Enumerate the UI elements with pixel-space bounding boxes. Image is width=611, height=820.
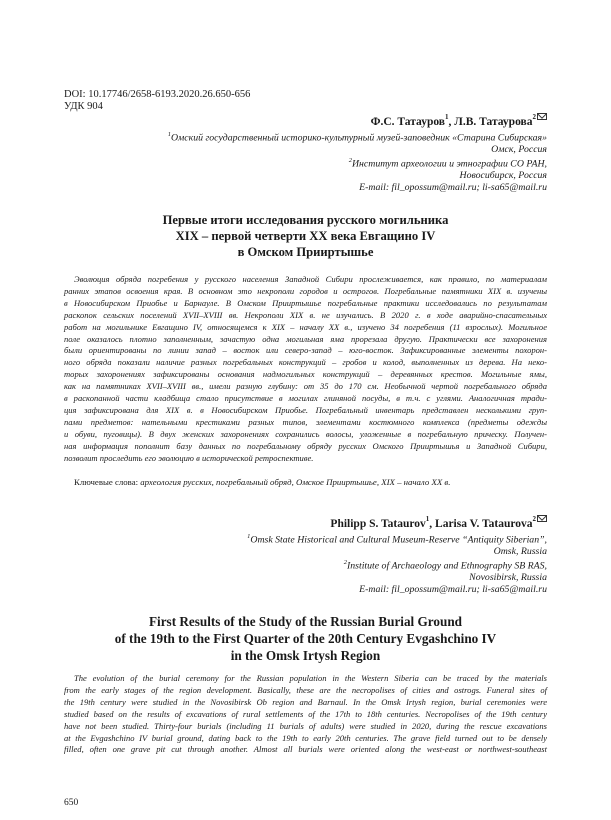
author-1-ru: Ф.С. Татауров xyxy=(370,115,446,128)
abstract-ru-line: ного обряда показали наличие разных погребальных конструкций – гробов и колод, выполненных из дерева. На неко- xyxy=(64,357,547,368)
abstract-en-line: The evolution of the burial ceremony for the Russian population in the Western Siberia can be traced by the materials xyxy=(74,673,547,683)
affiliation-en-sup-2: 2 xyxy=(343,559,347,567)
page-number: 650 xyxy=(64,798,79,808)
affiliation-ru-line-2: Омск, Россия xyxy=(491,143,547,155)
email-en[interactable]: E-mail: fil_opossum@mail.ru; li-sa65@mail.ru xyxy=(359,583,547,595)
author-separator-ru: , xyxy=(448,115,455,128)
abstract-en-line: from the early stages of the region development. Basically, these are the necropolises of cities and ostrogs. Funeral sites of xyxy=(64,684,547,695)
abstract-ru-line: позволит проследить его эволюцию в исторической ретроспективе. xyxy=(64,452,314,463)
keywords-ru xyxy=(74,476,450,488)
affiliation-ru-sup-2: 2 xyxy=(348,157,352,165)
affiliation-ru-line-3 xyxy=(168,155,547,170)
author-separator-en: , xyxy=(429,517,436,530)
abstract-ru-line: Эволюция обряда погребения у русского населения Западной Сибири прослеживается, как правило, по материалам xyxy=(74,274,547,284)
abstract-ru-line: в Новосибирском Приобье и Барнауле. В Омском Прииртышье погребальные практики исследовались по результатам xyxy=(64,297,547,308)
abstract-ru-line: поле оказалось плотно заполненным, зачастую одна могильная яма прорезала другую. Практически все захоронения xyxy=(64,333,547,344)
abstract-ru-line: раскопок сельских поселений XVII–XVIII вв. Некрополи XIX в. не изучались. В 2020 г. в ходе аварийно-спасательных xyxy=(64,309,547,320)
author-2-en: Larisa V. Tataurova xyxy=(435,517,533,530)
abstract-en-line: filled, often one grave pit cut through another. Almost all burials were oriented along the west-east or northwest-southeast xyxy=(64,744,547,755)
keywords-label: Ключевые слова: xyxy=(74,477,139,487)
title-en xyxy=(60,613,551,664)
affiliation-ru-line-1 xyxy=(168,129,547,144)
abstract-en-line: the 19th century were studied in the Novosibirsk Ob region and Barnaul. In the Omsk Irtysh region, burial ceremonies were xyxy=(64,696,547,707)
affiliation-ru xyxy=(168,129,547,193)
title-en-line: of the 19th to the First Quarter of the 20th Century Evgashchino IV xyxy=(114,631,497,646)
title-ru-line: XIX – первой четверти XX века Евгащино IV xyxy=(175,229,436,243)
abstract-ru-line: работ на могильнике Евгащино IV, относящемся к XIX – началу XX в., изучено 34 погребения (11 взрослых). Могильное xyxy=(64,321,547,332)
affiliation-en-line-4: Novosibirsk, Russia xyxy=(469,572,547,584)
affiliation-ru-sup-1: 1 xyxy=(167,131,171,138)
envelope-icon xyxy=(537,515,547,522)
affiliation-ru-text-3: Институт археологии и этнографии СО РАН, xyxy=(351,158,547,170)
abstract-en-line: studied based on the results of excavations of rural settlements of the 17th to 18th centuries. Necropolises of the 19th century xyxy=(64,708,547,719)
envelope-icon xyxy=(537,113,547,120)
abstract-ru-line: и обуви, пуговицы). В двух женских захоронениях сохранились волосы, уложенные в погребальную прическу. Получен- xyxy=(64,428,547,439)
title-ru-line: Первые итоги исследования русского могильника xyxy=(162,213,449,227)
title-en-line: in the Omsk Irtysh Region xyxy=(230,648,381,663)
abstract-ru-line: были ориентированы по линии запад – восток или северо-запад – юго-восток. Зафиксированные элементы похорон- xyxy=(64,345,547,356)
affiliation-ru-text-1: Омский государственный историко-культурный музей-заповедник «Старина Сибирская» xyxy=(170,132,547,144)
abstract-en xyxy=(64,673,547,756)
keywords-list: археология русских, погребальный обряд, Омское Прииртышье, XIX – начало XX в. xyxy=(140,477,451,487)
abstract-ru-line: в раскопанной части кладбища стало присутствие в могилах глиняной посуды, в т.ч. с углями. Аналогичная тради- xyxy=(64,393,547,404)
title-en-line: First Results of the Study of the Russian Burial Ground xyxy=(148,614,462,629)
affiliation-en-text-1: Omsk State Historical and Cultural Museum-Reserve “Antiquity Siberian”, xyxy=(250,534,547,546)
email-ru[interactable]: E-mail: fil_opossum@mail.ru; li-sa65@mail.ru xyxy=(359,181,547,193)
affiliation-en-line-3 xyxy=(247,557,547,572)
abstract-ru-line: пами предметов: нательными крестиками разных типов, элементами костюмного комплекса (предметы одежды xyxy=(64,416,547,427)
abstract-ru-line: ранних этапов освоения края. В основном это некрополи городов и острогов. Погребальные памятники XIX в. изучены xyxy=(64,285,547,296)
affiliation-en-sup-1: 1 xyxy=(247,533,251,540)
affiliation-en-text-3: Institute of Archaeology and Ethnography SB RAS, xyxy=(347,560,547,572)
affiliation-en xyxy=(247,531,547,595)
abstract-ru-line: как на памятниках XVII–XVIII вв., имели разную глубину: от 35 до 170 см. Необычной чертой погребального обряда xyxy=(64,381,547,392)
author-1-en: Philipp S. Tataurov xyxy=(330,517,426,530)
author-2-ru-sup: 2 xyxy=(532,113,536,121)
udk-code: УДК 904 xyxy=(64,101,103,112)
abstract-en-line: have not been studied. Thirty-four burials (including 11 burials of adults) were studied in 2020, during the rescue excavations xyxy=(64,720,547,731)
authors-en xyxy=(330,516,547,530)
affiliation-ru-line-4: Новосибирск, Россия xyxy=(459,170,547,182)
title-ru-line: в Омском Прииртышье xyxy=(237,245,374,259)
author-2-en-sup: 2 xyxy=(532,515,536,523)
abstract-ru xyxy=(64,274,547,465)
doi: DOI: 10.17746/2658-6193.2020.26.650-656 xyxy=(64,89,251,100)
abstract-ru-line: ная информация пополнит базу данных по погребальному обряду русских Омского Прииртышья и Западной Сибири, xyxy=(64,440,547,451)
abstract-ru-line: ция зафиксирована для XIX в. в Новосибирском Приобье. Погребальный инвентарь представлен несколькими груп- xyxy=(64,404,547,415)
author-1-en-sup: 1 xyxy=(425,515,430,523)
abstract-ru-line: торых захоронениях зафиксированы основания надмогильных конструкций – деревянных крестов. Могильные ямы, xyxy=(64,369,547,380)
author-1-ru-sup: 1 xyxy=(445,113,449,121)
title-ru xyxy=(60,212,551,260)
abstract-en-line: at the Evgashchino IV burial ground, dating back to the 19th to early 20th centuries. The grave field turned out to be densely xyxy=(64,732,547,743)
affiliation-en-line-1 xyxy=(247,531,547,546)
author-2-ru: Л.В. Татаурова xyxy=(454,115,533,128)
affiliation-en-line-2: Omsk, Russia xyxy=(493,545,547,557)
authors-ru xyxy=(371,114,547,128)
